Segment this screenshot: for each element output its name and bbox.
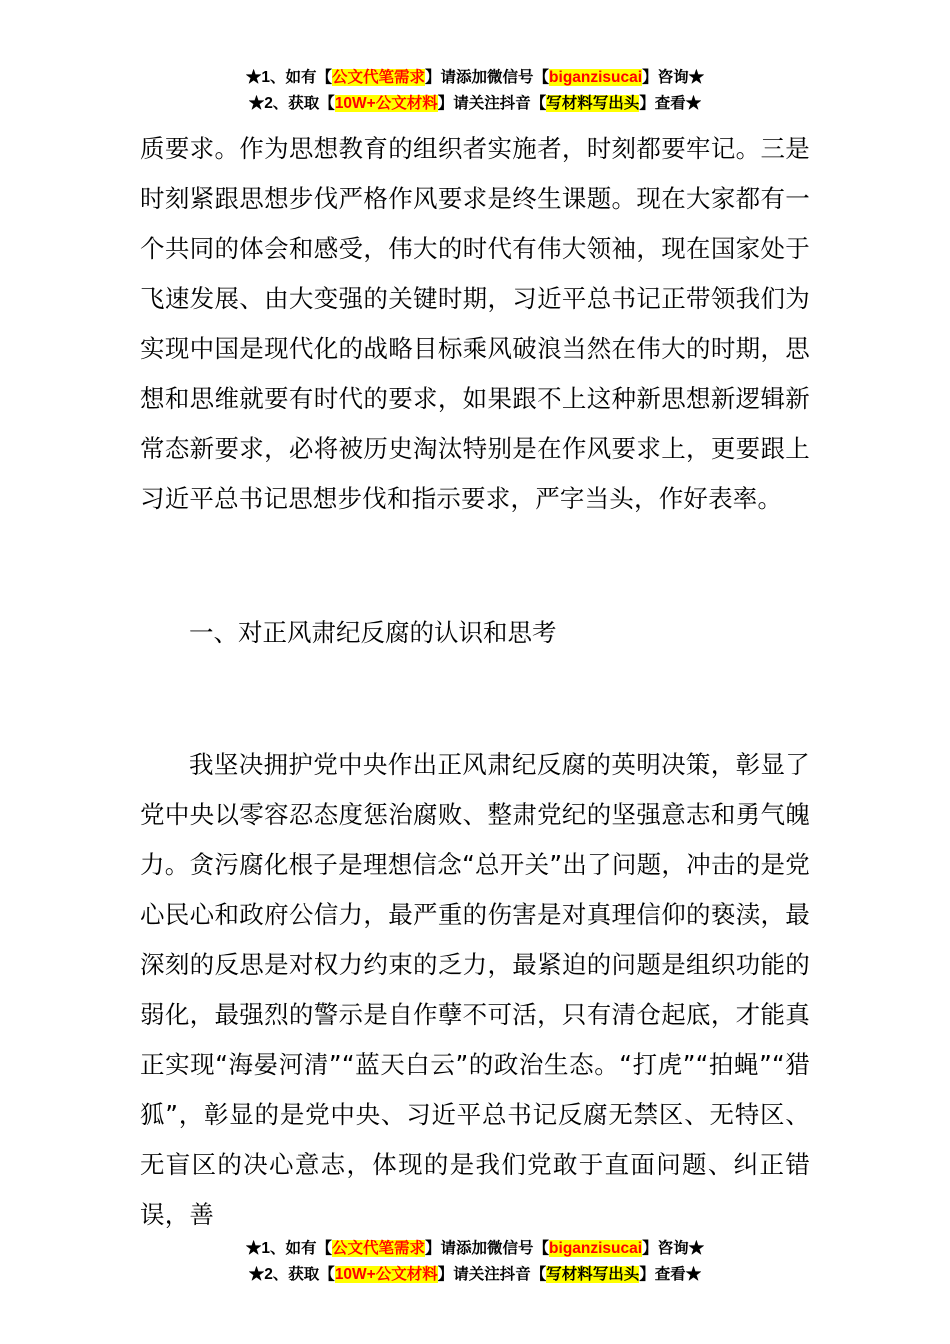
paragraph-1: 质要求。作为思想教育的组织者实施者，时刻都要牢记。三是时刻紧跟思想步伐严格作风要求是终生课题。现在大家都有一个共同的体会和感受，伟大的时代有伟大领袖，现在国家处于飞速发展、由大变强的关键时期，习近平总书记正带领我们为实现中国是现代化的战略目标乘风破浪当然在伟大的时期，思想和思维就要有时代的要求，如果跟不上这种新思想新逻辑新常态新要求，必将被历史淘汰特别是在作风要求上，更要跟上习近平总书记思想步伐和指示要求，严字当头，作好表率。 [140, 134, 810, 513]
promo-top-line1-prefix: ★1、如有【 [245, 69, 333, 86]
promo-bottom-line1-highlight-2: biganzisucai [549, 1239, 643, 1257]
promo-bottom-line2-mid-2: 】查看★ [639, 1265, 702, 1283]
promo-top-line1-mid-1: 】请添加微信号【 [425, 69, 550, 86]
promo-banner-bottom [0, 1235, 950, 1289]
paragraph-spacer-2 [140, 658, 810, 740]
promo-bottom-line1-mid-1: 】请添加微信号【 [425, 1239, 550, 1257]
promo-bottom-line1-prefix: ★1、如有【 [245, 1239, 333, 1257]
promo-banner-top-line-2 [0, 92, 950, 116]
promo-top-line2-mid-2: 】查看★ [639, 95, 702, 113]
promo-top-line1-highlight-1: 公文代笔需求 [332, 69, 426, 86]
promo-top-line2-mid-1: 】请关注抖音【 [437, 95, 547, 113]
promo-top-line2-highlight-2: 写材料写出头 [546, 95, 640, 113]
promo-bottom-line2-prefix: ★2、获取【 [248, 1265, 335, 1283]
promo-bottom-line1-mid-2: 】咨询★ [642, 1239, 705, 1257]
document-body [140, 124, 810, 1240]
promo-banner-bottom-line-1 [0, 1237, 950, 1261]
promo-banner-top [0, 64, 950, 118]
promo-banner-bottom-line-2 [0, 1263, 950, 1287]
paragraph-2: 我坚决拥护党中央作出正风肃纪反腐的英明决策，彰显了党中央以零容忍态度惩治腐败、整肃党纪的坚强意志和勇气魄力。贪污腐化根子是理想信念“总开关”出了问题，冲击的是党心民心和政府公信力，最严重的伤害是对真理信仰的亵渎，最深刻的反思是对权力约束的乏力，最紧迫的问题是组织功能的弱化，最强烈的警示是自作孽不可活，只有清仓起底，才能真正实现“海晏河清”“蓝天白云”的政治生态。“打虎”“拍蝇”“猎狐”，彰显的是党中央、习近平总书记反腐无禁区、无特区、无盲区的决心意志，体现的是我们党敢于直面问题、纠正错误，善 [140, 750, 810, 1229]
promo-bottom-line2-highlight-2: 写材料写出头 [546, 1265, 640, 1283]
promo-top-line1-highlight-2: biganzisucai [549, 69, 643, 86]
promo-banner-top-line-1 [0, 66, 950, 90]
promo-top-line2-prefix: ★2、获取【 [248, 95, 335, 113]
promo-top-line1-mid-2: 】咨询★ [642, 69, 705, 86]
section-heading-1: 一、对正风肃纪反腐的认识和思考 [189, 618, 557, 647]
promo-bottom-line1-highlight-1: 公文代笔需求 [332, 1239, 426, 1257]
promo-bottom-line2-mid-1: 】请关注抖音【 [437, 1265, 547, 1283]
promo-bottom-line2-highlight-1: 10W+公文材料 [334, 1265, 438, 1283]
paragraph-spacer-1 [140, 524, 810, 608]
promo-top-line2-highlight-1: 10W+公文材料 [334, 95, 438, 113]
